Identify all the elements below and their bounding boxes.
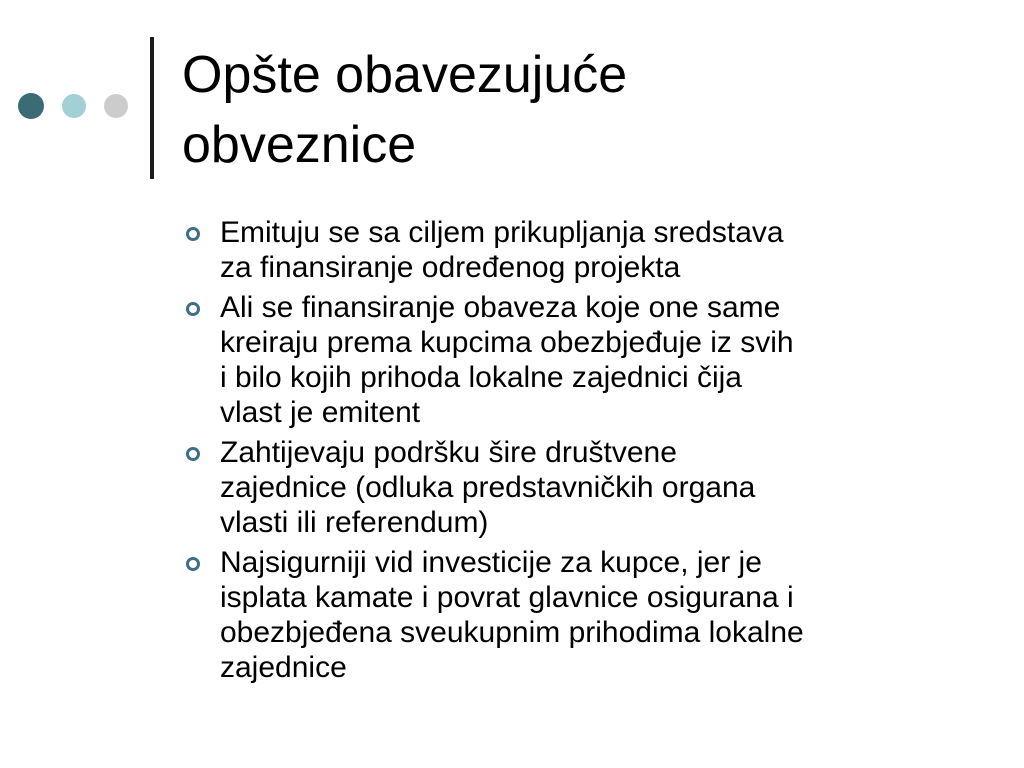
slide-title bbox=[182, 40, 982, 180]
bullet-line: i bilo kojih prihoda lokalne zajednici čija bbox=[220, 361, 742, 394]
bullet-text bbox=[220, 290, 986, 430]
bullet-line: Ali se finansiranje obaveza koje one same bbox=[220, 291, 781, 324]
bullet-item bbox=[186, 215, 986, 285]
bullet-text bbox=[220, 545, 986, 685]
dot-gray-icon bbox=[104, 94, 128, 118]
title-divider bbox=[150, 37, 154, 179]
bullet-line: vlasti ili referendum) bbox=[220, 506, 489, 539]
bullet-line: Zahtijevaju podršku šire društvene bbox=[220, 436, 677, 469]
bullet-line: zajednice (odluka predstavničkih organa bbox=[220, 471, 756, 504]
bullet-circle-icon bbox=[186, 302, 200, 316]
dot-light-icon bbox=[62, 94, 86, 118]
title-line-2: obveznice bbox=[182, 116, 417, 174]
title-line-1: Opšte obavezujuće bbox=[182, 46, 628, 104]
bullet-line: isplata kamate i povrat glavnice osigurana i bbox=[220, 581, 794, 614]
bullet-text bbox=[220, 435, 986, 540]
bullet-circle-icon bbox=[186, 447, 200, 461]
bullet-item bbox=[186, 435, 986, 540]
bullet-line: obezbjeđena sveukupnim prihodima lokalne bbox=[220, 616, 804, 649]
dot-dark-icon bbox=[18, 93, 44, 119]
bullet-text bbox=[220, 215, 986, 285]
bullet-line: vlast je emitent bbox=[220, 396, 421, 429]
bullet-line: Emituju se sa ciljem prikupljanja sredstava bbox=[220, 216, 784, 249]
bullet-circle-icon bbox=[186, 557, 200, 571]
bullet-list bbox=[186, 215, 986, 690]
bullet-item bbox=[186, 290, 986, 430]
bullet-line: kreiraju prema kupcima obezbjeđuje iz svih bbox=[220, 326, 794, 359]
bullet-line: Najsigurniji vid investicije za kupce, jer je bbox=[220, 546, 762, 579]
bullet-circle-icon bbox=[186, 227, 200, 241]
bullet-line: za finansiranje određenog projekta bbox=[220, 251, 681, 284]
bullet-line: zajednice bbox=[220, 651, 347, 684]
bullet-item bbox=[186, 545, 986, 685]
